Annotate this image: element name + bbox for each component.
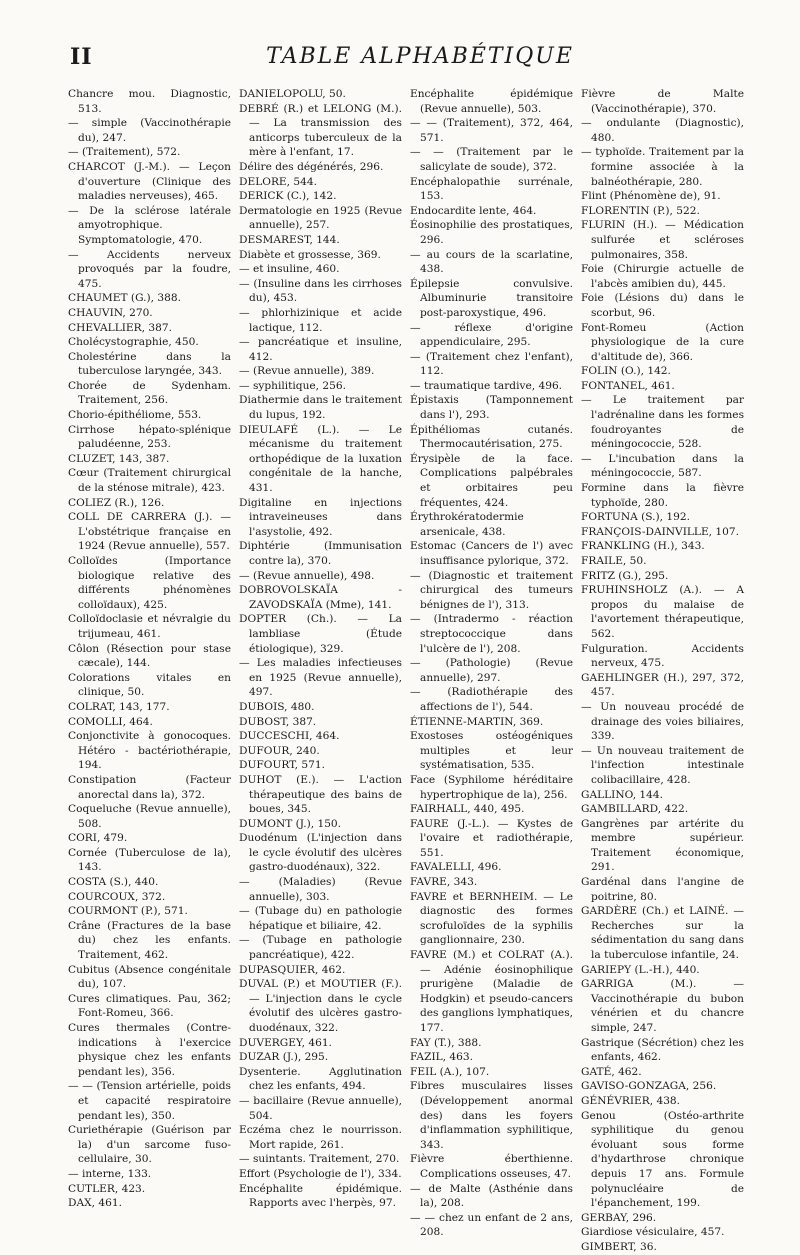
- index-entry: DUHOT (E.). — L'action thérapeutique des bains de boues, 345.: [239, 773, 402, 816]
- index-entry: GARRIGA (M.). — Vaccinothérapie du bubon vénérien et du chancre simple, 247.: [581, 978, 744, 1034]
- index-entry: — (Diagnostic et traitement chirurgical des tumeurs bénignes de l'), 313.: [410, 569, 573, 611]
- index-entry: Épilepsie convulsive. Albuminurie transitoire post-paroxystique, 496.: [410, 277, 573, 319]
- index-entry: GAVISO-GONZAGA, 256.: [581, 1080, 717, 1093]
- index-entry: DUCCESCHI, 464.: [239, 730, 340, 743]
- index-entry: — au cours de la scarlatine, 438.: [410, 248, 573, 276]
- index-entry: DUFOURT, 571.: [239, 759, 326, 772]
- index-entry: — Accidents nerveux provoqués par la foudre, 475.: [68, 248, 231, 290]
- index-entry: Diabète et grossesse, 369.: [239, 248, 381, 261]
- index-entry: Encéphalite épidémique (Revue annuelle), 503.: [410, 88, 573, 115]
- index-entry: COMOLLI, 464.: [68, 715, 153, 728]
- index-entry: — (Pathologie) (Revue annuelle), 297.: [410, 657, 573, 684]
- index-entry: Digitaline en injections intraveineuses dans l'asystolie, 492.: [239, 496, 402, 538]
- index-entry: Cœur (Traitement chirurgical de la sténose mitrale), 423.: [68, 467, 231, 495]
- index-entry: GERBAY, 296.: [581, 1211, 657, 1224]
- index-entry: Encéphalopathie surrénale, 153.: [410, 175, 573, 203]
- index-entry: Cures thermales (Contre-indications à l'exercice physique chez les enfants pendant les), 356.: [68, 1022, 231, 1078]
- index-entry: GAMBILLARD, 422.: [581, 803, 689, 816]
- index-entry: Constipation (Facteur anorectal dans la), 372.: [68, 773, 231, 801]
- index-entry: Érysipèle de la face. Complications palpébrales et orbitaires peu fréquentes, 424.: [410, 452, 573, 509]
- index-entry: DANIELOPOLU, 50.: [239, 88, 346, 100]
- index-entry: Eczéma chez le nourrisson. Mort rapide, 261.: [239, 1124, 402, 1151]
- index-entry: GÉNÉVRIER, 438.: [581, 1094, 681, 1107]
- index-entry: Font-Romeu (Action physiologique de la cure d'altitude de), 366.: [581, 321, 744, 363]
- index-entry: — — chez un enfant de 2 ans, 208.: [410, 1211, 573, 1239]
- index-entry: FAVRE (M.) et COLRAT (A.). — Adénie éosinophilique prurigène (Maladie de Hodgkin) et pseudo-cancers des ganglions lymphatiques, 177.: [410, 949, 573, 1034]
- index-entry: Chancre mou. Diagnostic, 513.: [68, 88, 231, 115]
- index-entry: DOPTER (Ch.). — La lambliase (Étude étiologique), 329.: [239, 613, 402, 655]
- index-entry: — (Traitement), 572.: [68, 146, 181, 159]
- index-entry: DESMAREST, 144.: [239, 233, 340, 246]
- index-entry: Diathermie dans le traitement du lupus, 192.: [239, 394, 402, 422]
- index-entry: ÉTIENNE-MARTIN, 369.: [410, 715, 544, 728]
- index-entry: COURMONT (P.), 571.: [68, 905, 188, 918]
- index-entry: DUZAR (J.), 295.: [239, 1051, 329, 1064]
- index-entry: Gangrènes par artérite du membre supérieur. Traitement économique, 291.: [581, 817, 744, 874]
- index-entry: FAZIL, 463.: [410, 1051, 473, 1064]
- index-entry: — (Insuline dans les cirrhoses du), 453.: [239, 277, 402, 305]
- index-entry: — syphilitique, 256.: [239, 379, 346, 392]
- index-entry: — Un nouveau procédé de drainage des voies biliaires, 339.: [581, 700, 744, 743]
- index-entry: — réflexe d'origine appendiculaire, 295.: [410, 321, 573, 349]
- index-entry: Chorée de Sydenham. Traitement, 256.: [68, 379, 231, 407]
- index-entry: FORTUNA (S.), 192.: [581, 511, 690, 524]
- index-entry: Cholécystographie, 450.: [68, 336, 199, 349]
- index-entry: — et insuline, 460.: [239, 263, 340, 276]
- index-entry: — (Radiothérapie des affections de l'), 544.: [410, 686, 573, 713]
- index-entry: — — (Traitement par le salicylate de soude), 372.: [410, 146, 573, 173]
- index-entry: FAURE (J.-L.). — Kystes de l'ovaire et radiothérapie, 551.: [410, 817, 573, 859]
- index-entry: Crâne (Fractures de la base du) chez les enfants. Traitement, 462.: [68, 919, 231, 962]
- index-entry: FAVALELLI, 496.: [410, 861, 502, 874]
- index-entry: DUBOST, 387.: [239, 715, 317, 728]
- index-entry: FEIL (A.), 107.: [410, 1065, 490, 1078]
- index-entry: — — (Traitement), 372, 464, 571.: [410, 117, 573, 144]
- index-entry: — suintants. Traitement, 270.: [239, 1153, 400, 1166]
- index-entry: FRITZ (G.), 295.: [581, 569, 669, 582]
- index-entry: Formine dans la fièvre typhoïde, 280.: [581, 482, 744, 509]
- index-entry: — bacillaire (Revue annuelle), 504.: [239, 1094, 402, 1122]
- index-entry: DUMONT (J.), 150.: [239, 817, 342, 830]
- index-entry: — Le traitement par l'adrénaline dans les formes foudroyantes de méningococcie, 528.: [581, 394, 744, 451]
- index-entry: Éosinophilie des prostatiques, 296.: [410, 219, 573, 246]
- index-entry: COURCOUX, 372.: [68, 890, 166, 903]
- index-entry: Encéphalite épidémique. Rapports avec l'herpès, 97.: [239, 1182, 402, 1210]
- index-entry: — (Revue annuelle), 498.: [239, 569, 375, 582]
- index-entry: Cirrhose hépato-splénique paludéenne, 253.: [68, 423, 231, 451]
- index-entry: Gardénal dans l'angine de poitrine, 80.: [581, 876, 744, 903]
- index-entry: FLURIN (H.). — Médication sulfurée et scléroses pulmonaires, 358.: [581, 219, 744, 261]
- index-entry: CUTLER, 423.: [68, 1182, 146, 1195]
- index-entry: FRAILE, 50.: [581, 555, 647, 567]
- index-entry: Face (Syphilome héréditaire hypertrophique de la), 256.: [410, 773, 573, 801]
- index-entry: — typhoïde. Traitement par la formine associée à la balnéothérapie, 280.: [581, 146, 744, 188]
- index-entry: Cures climatiques. Pau, 362; Font-Romeu, 366.: [68, 992, 231, 1020]
- index-entry: Conjonctivite à gonocoques. Hétéro - bactériothérapie, 194.: [68, 730, 231, 772]
- index-entry: Fibres musculaires lisses (Développement anormal des) dans les foyers d'inflammation syphilitique, 343.: [410, 1080, 573, 1151]
- index-entry: — Un nouveau traitement de l'infection intestinale colibacillaire, 428.: [581, 744, 744, 786]
- index-entry: DUVAL (P.) et MOUTIER (F.). — L'injection dans le cycle évolutif des ulcères gastro-duodénaux, 322.: [239, 978, 402, 1034]
- index-entry: Giardiose vésiculaire, 457.: [581, 1226, 725, 1239]
- index-entry: GARIEPY (L.-H.), 440.: [581, 963, 700, 976]
- index-entry: Colloïdes (Importance biologique relative des différents phénomènes colloïdaux), 425.: [68, 555, 231, 611]
- index-entry: DELORE, 544.: [239, 175, 317, 188]
- index-entry: Cubitus (Absence congénitale du), 107.: [68, 963, 231, 991]
- index-entry: COLL DE CARRERA (J.). — L'obstétrique française en 1924 (Revue annuelle), 557.: [68, 511, 231, 553]
- index-entry: DAX, 461.: [68, 1197, 123, 1210]
- index-entry: — phlorhizinique et acide lactique, 112.: [239, 306, 402, 334]
- index-entry: CHAUMET (G.), 388.: [68, 292, 181, 305]
- index-entry: — (Maladies) (Revue annuelle), 303.: [239, 876, 402, 903]
- index-entry: — — (Tension artérielle, poids et capacité respiratoire pendant les), 350.: [68, 1080, 231, 1122]
- index-entry: — simple (Vaccinothérapie du), 247.: [68, 117, 231, 144]
- index-entry: FRANÇOIS-DAINVILLE, 107.: [581, 525, 740, 538]
- index-entry: Coqueluche (Revue annuelle), 508.: [68, 803, 231, 830]
- index-column-1: [68, 87, 231, 1210]
- index-entry: — De la sclérose latérale amyotrophique. Symptomatologie, 470.: [68, 204, 231, 246]
- index-entry: DIEULAFÉ (L.). — Le mécanisme du traitement orthopédique de la luxation congénitale de la hanche, 431.: [239, 423, 402, 495]
- index-entry: Curiethérapie (Guérison par la) d'un sarcome fuso-cellulaire, 30.: [68, 1124, 231, 1166]
- index-entry: Côlon (Résection pour stase cæcale), 144.: [68, 642, 231, 670]
- index-entry: Fulguration. Accidents nerveux, 475.: [581, 642, 744, 670]
- index-entry: Foie (Lésions du) dans le scorbut, 96.: [581, 292, 744, 319]
- index-entry: Endocardite lente, 464.: [410, 204, 537, 217]
- index-entry: Épistaxis (Tamponnement dans l'), 293.: [410, 394, 573, 422]
- index-entry: — (Traitement chez l'enfant), 112.: [410, 350, 573, 378]
- index-entry: FAY (T.), 388.: [410, 1036, 482, 1049]
- index-entry: Foie (Chirurgie actuelle de l'abcès amibien du), 445.: [581, 263, 744, 290]
- index-entry: DUBOIS, 480.: [239, 700, 315, 713]
- index-entry: FAVRE, 343.: [410, 876, 478, 889]
- index-entry: Gastrique (Sécrétion) chez les enfants, 462.: [581, 1036, 744, 1064]
- index-entry: Fièvre éberthienne. Complications osseuses, 47.: [410, 1153, 573, 1180]
- index-entry: DUVERGEY, 461.: [239, 1036, 332, 1049]
- index-entry: DUFOUR, 240.: [239, 744, 320, 757]
- index-entry: Fièvre de Malte (Vaccinothérapie), 370.: [581, 88, 744, 115]
- index-entry: — L'incubation dans la méningococcie, 587.: [581, 452, 744, 480]
- index-entry: — pancréatique et insuline, 412.: [239, 336, 402, 363]
- index-entry: Exostoses ostéogéniques multiples et leur systématisation, 535.: [410, 730, 573, 772]
- index-columns: [68, 87, 744, 1253]
- index-entry: FLORENTIN (P.), 522.: [581, 204, 700, 217]
- index-entry: — (Tubage en pathologie pancréatique), 422.: [239, 934, 402, 962]
- index-entry: GATÉ, 462.: [581, 1065, 642, 1078]
- index-entry: Cornée (Tuberculose de la), 143.: [68, 846, 231, 874]
- index-entry: Effort (Psychologie de l'), 334.: [239, 1167, 402, 1180]
- index-entry: — traumatique tardive, 496.: [410, 379, 563, 392]
- index-entry: FAVRE et BERNHEIM. — Le diagnostic des formes scrofuloïdes de la syphilis ganglionnaire, 230.: [410, 890, 573, 947]
- index-column-2: [239, 87, 402, 1210]
- index-column-4: [581, 87, 744, 1253]
- running-title: TABLE ALPHABÉTIQUE: [266, 44, 574, 69]
- index-entry: FOLIN (O.), 142.: [581, 365, 671, 378]
- index-entry: Érythrokératodermie arsenicale, 438.: [410, 511, 524, 538]
- index-entry: Estomac (Cancers de l') avec insuffisance pylorique, 372.: [410, 540, 573, 567]
- index-entry: CHAUVIN, 270.: [68, 306, 153, 319]
- index-entry: CHEVALLIER, 387.: [68, 321, 172, 334]
- index-entry: Colorations vitales en clinique, 50.: [68, 671, 231, 699]
- index-entry: — interne, 133.: [68, 1167, 152, 1180]
- index-entry: DEBRÉ (R.) et LELONG (M.). — La transmission des anticorps tuberculeux de la mère à l'enfant, 17.: [239, 102, 402, 159]
- index-entry: — de Malte (Asthénie dans la), 208.: [410, 1182, 573, 1210]
- index-entry: Flint (Phénomène de), 91.: [581, 190, 721, 203]
- index-entry: GARDÈRE (Ch.) et LAINÉ. — Recherches sur la sédimentation du sang dans la tuberculose infantile, 24.: [581, 905, 744, 962]
- index-entry: Dermatologie en 1925 (Revue annuelle), 257.: [239, 204, 402, 232]
- index-entry: COLIEZ (R.), 126.: [68, 496, 165, 509]
- index-entry: GAEHLINGER (H.), 297, 372, 457.: [581, 671, 744, 699]
- index-entry: Dysenterie. Agglutination chez les enfants, 494.: [239, 1065, 402, 1093]
- index-entry: Épithéliomas cutanés. Thermocautérisation, 275.: [410, 423, 573, 451]
- index-entry: — (Tubage du) en pathologie hépatique et biliaire, 42.: [239, 905, 402, 932]
- index-entry: Délire des dégénérés, 296.: [239, 160, 384, 173]
- index-entry: — (Revue annuelle), 389.: [239, 365, 375, 378]
- index-entry: DOBROVOLSKAÏA - ZAVODSKAÏA (Mme), 141.: [239, 584, 402, 611]
- index-entry: CHARCOT (J.-M.). — Leçon d'ouverture (Clinique des maladies nerveuses), 465.: [68, 160, 231, 203]
- index-entry: Duodénum (L'injection dans le cycle évolutif des ulcères gastro-duodénaux), 322.: [239, 832, 402, 874]
- index-entry: COLRAT, 143, 177.: [68, 700, 170, 713]
- index-entry: GALLINO, 144.: [581, 788, 664, 801]
- index-entry: Genou (Ostéo-arthrite syphilitique du genou évoluant sous forme d'hydarthrose chronique depuis 17 ans. Formule polynucléaire de l'épanchement, 199.: [581, 1109, 744, 1210]
- index-entry: FONTANEL, 461.: [581, 379, 675, 392]
- index-entry: Chorio-épithéliome, 553.: [68, 409, 202, 422]
- index-entry: GIMBERT, 36.: [581, 1240, 657, 1253]
- index-entry: — ondulante (Diagnostic), 480.: [581, 117, 744, 144]
- index-entry: — Les maladies infectieuses en 1925 (Revue annuelle), 497.: [239, 657, 402, 699]
- index-entry: CORI, 479.: [68, 832, 128, 845]
- index-entry: DERICK (C.), 142.: [239, 190, 337, 203]
- index-entry: — (Intradermo - réaction streptococcique dans l'ulcère de l'), 208.: [410, 613, 573, 655]
- page-header: [70, 44, 770, 80]
- index-entry: Colloïdoclasie et névralgie du trijumeau, 461.: [68, 613, 231, 640]
- index-entry: DUPASQUIER, 462.: [239, 963, 346, 976]
- index-entry: FRUHINSHOLZ (A.). — A propos du malaise de l'avortement thérapeutique, 562.: [581, 584, 744, 640]
- index-column-3: [410, 87, 573, 1239]
- index-entry: FAIRHALL, 440, 495.: [410, 803, 525, 816]
- index-entry: CLUZET, 143, 387.: [68, 452, 170, 465]
- index-entry: FRANKLING (H.), 343.: [581, 540, 705, 553]
- index-entry: Cholestérine dans la tuberculose laryngée, 343.: [68, 350, 231, 378]
- page-number: II: [70, 44, 93, 70]
- index-entry: Diphtérie (Immunisation contre la), 370.: [239, 540, 402, 567]
- index-entry: COSTA (S.), 440.: [68, 876, 159, 889]
